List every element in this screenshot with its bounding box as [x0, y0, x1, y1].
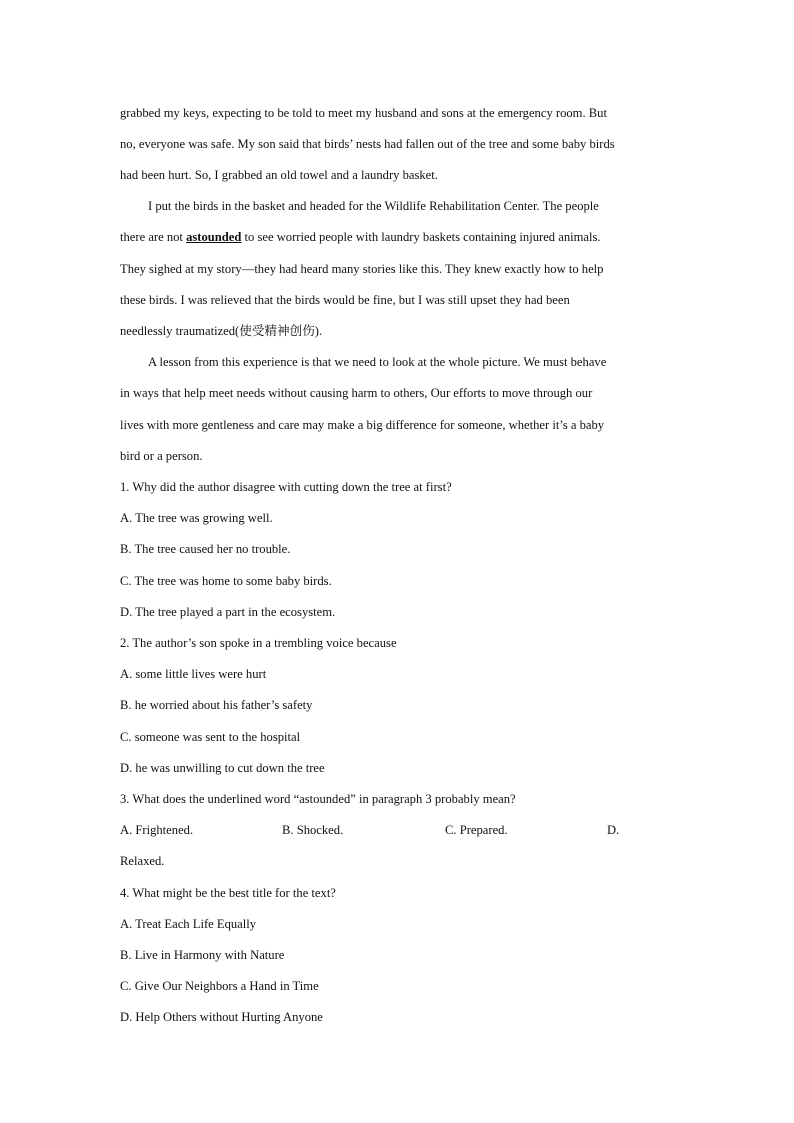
- passage-line: lives with more gentleness and care may make a big difference for someone, whether it’s a baby: [120, 418, 605, 432]
- passage-text: there are not: [120, 230, 187, 244]
- answer-option: A. Frightened.: [120, 823, 194, 837]
- passage-line: grabbed my keys, expecting to be told to meet my husband and sons at the emergency room. But: [120, 106, 607, 120]
- passage-line: I put the birds in the basket and headed for the Wildlife Rehabilitation Center. The people: [148, 199, 599, 213]
- answer-option: C. Prepared.: [445, 823, 508, 837]
- answer-option: D. The tree played a part in the ecosystem.: [120, 605, 336, 619]
- answer-option: A. Treat Each Life Equally: [120, 917, 257, 931]
- answer-option: D. Help Others without Hurting Anyone: [120, 1010, 323, 1024]
- answer-option: A. The tree was growing well.: [120, 511, 273, 525]
- answer-option-text: Relaxed.: [120, 854, 165, 868]
- passage-line: no, everyone was safe. My son said that birds’ nests had fallen out of the tree and some baby birds: [120, 137, 615, 151]
- answer-option: D. he was unwilling to cut down the tree: [120, 761, 325, 775]
- passage-line: bird or a person.: [120, 449, 203, 463]
- answer-option: B. he worried about his father’s safety: [120, 698, 313, 712]
- answer-option: C. The tree was home to some baby birds.: [120, 574, 332, 588]
- passage-line: these birds. I was relieved that the birds would be fine, but I was still upset they had been: [120, 293, 570, 307]
- answer-option: C. someone was sent to the hospital: [120, 730, 301, 744]
- passage-line-with-keyword: [120, 229, 680, 245]
- question-stem: 2. The author’s son spoke in a trembling voice because: [120, 636, 397, 650]
- question-stem: 1. Why did the author disagree with cutting down the tree at first?: [120, 480, 452, 494]
- question-stem: 3. What does the underlined word “astounded” in paragraph 3 probably mean?: [120, 792, 516, 806]
- passage-line: A lesson from this experience is that we need to look at the whole picture. We must behave: [148, 355, 607, 369]
- passage-line: needlessly traumatized(使受精神创伤).: [120, 324, 323, 338]
- passage-line: had been hurt. So, I grabbed an old towel and a laundry basket.: [120, 168, 438, 182]
- passage-line: They sighed at my story—they had heard many stories like this. They knew exactly how to help: [120, 262, 604, 276]
- passage-text: to see worried people with laundry baskets containing injured animals.: [241, 230, 601, 244]
- passage-line: in ways that help meet needs without causing harm to others, Our efforts to move through our: [120, 386, 593, 400]
- answer-option: B. Live in Harmony with Nature: [120, 948, 285, 962]
- answer-option: B. Shocked.: [282, 823, 344, 837]
- answer-option: B. The tree caused her no trouble.: [120, 542, 291, 556]
- underlined-keyword: astounded: [186, 230, 242, 244]
- question-stem: 4. What might be the best title for the text?: [120, 886, 336, 900]
- answer-option-label: D.: [607, 823, 620, 837]
- answer-option: C. Give Our Neighbors a Hand in Time: [120, 979, 319, 993]
- answer-option: A. some little lives were hurt: [120, 667, 267, 681]
